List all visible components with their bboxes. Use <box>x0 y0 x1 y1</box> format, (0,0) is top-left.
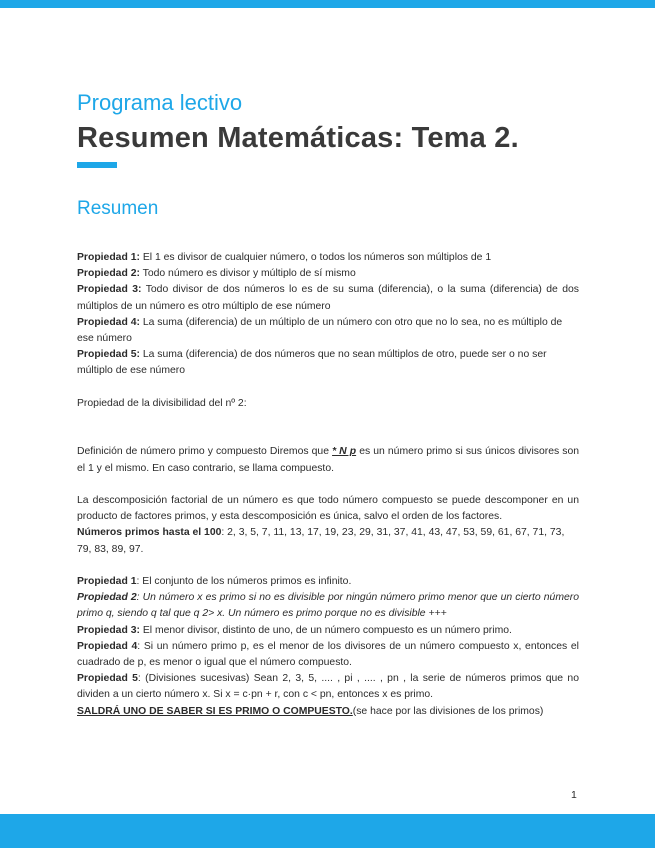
property-text: : El conjunto de los números primos es infinito. <box>136 576 352 587</box>
property-text: Todo número es divisor y múltiplo de sí mismo <box>139 268 356 280</box>
document-kicker: Programa lectivo <box>77 90 243 115</box>
primes-list <box>77 525 579 557</box>
property-3 <box>77 282 579 314</box>
divisibility-line: Propiedad de la divisibilidad del nº 2: <box>77 397 247 409</box>
property-text: Todo divisor de dos números lo es de su suma (diferencia), o la suma (diferencia) de dos múltiplos de un número es otro múltiplo de ese número <box>77 284 579 312</box>
property-5 <box>77 347 579 379</box>
property-label: Propiedad 1: <box>77 252 140 263</box>
property-4 <box>77 315 579 347</box>
property-label: Propiedad 3: <box>77 624 140 636</box>
property-label: Propiedad 3: <box>77 284 142 296</box>
property-text: : Un número x es primo si no es divisible por ningún número primo menor que un cierto número primo q, siendo q tal que q 2> x. Un número es primo porque no es divisible +++ <box>77 592 579 620</box>
prime-def-pre: Definición de número primo y compuesto Diremos que <box>77 446 333 458</box>
final-note <box>77 704 579 720</box>
prime-property-5 <box>77 671 579 703</box>
property-text: La suma (diferencia) de dos números que no sean múltiplos de otro, puede ser o no ser múltiplo de ese número <box>77 349 547 377</box>
prime-property-1 <box>77 574 579 590</box>
property-text: La suma (diferencia) de un múltiplo de un número con otro que no lo sea, no es múltiplo de ese número <box>77 316 563 345</box>
property-label: Propiedad 4: <box>77 316 140 328</box>
property-text: El menor divisor, distinto de uno, de un número compuesto es un número primo. <box>139 624 512 636</box>
prime-def-post: es un número primo si sus únicos divisores son el 1 y el mismo. En caso contrario, se llama compuesto. <box>77 446 580 474</box>
top-accent-bar <box>0 0 655 8</box>
title-underline-bar <box>77 162 117 168</box>
primes-label: Números primos hasta el 100 <box>77 527 222 539</box>
prime-property-4 <box>77 639 579 671</box>
prime-property-2 <box>77 590 579 622</box>
document-body <box>77 250 579 720</box>
property-text: : Si un número primo p, es el menor de los divisores de un número compuesto x, entonces el cuadrado de p, es menor o igual que el número compuesto. <box>77 640 579 669</box>
bottom-accent-bar <box>0 814 655 848</box>
property-text: : (Divisiones sucesivas) Sean 2, 3, 5, .... , pi , .... , pn , la serie de números primos que no dividen a un cierto número x. Si x = c·pn + r, con c < pn, entonces x es primo. <box>77 673 579 701</box>
property-label: Propiedad 2: <box>77 268 140 280</box>
document-title: Resumen Matemáticas: Tema 2. <box>77 122 519 154</box>
section-heading: Resumen <box>77 198 159 219</box>
property-label: Propiedad 4 <box>77 640 138 652</box>
property-label: Propiedad 5 <box>77 673 138 685</box>
prime-definition <box>77 444 579 476</box>
page-number: 1 <box>571 789 577 801</box>
final-note-text: (se hace por las divisiones de los primos) <box>352 705 544 717</box>
factorization-paragraph: La descomposición factorial de un número es que todo número compuesto se puede descomponer en un producto de factores primos, y esta descomposición es única, salvo el orden de los factores. <box>77 495 579 523</box>
final-note-label: SALDRÁ UNO DE SABER SI ES PRIMO O COMPUESTO. <box>77 705 353 717</box>
property-2 <box>77 266 579 282</box>
prime-def-emphasis: * N p <box>332 446 357 458</box>
primes-values: : 2, 3, 5, 7, 11, 13, 17, 19, 23, 29, 31, 37, 41, 43, 47, 53, 59, 61, 67, 71, 73, 79, 83, 89, 97. <box>77 527 565 555</box>
property-label: Propiedad 5: <box>77 349 140 361</box>
property-label: Propiedad 2 <box>77 592 137 604</box>
prime-property-3 <box>77 623 579 639</box>
property-1 <box>77 250 579 266</box>
property-label: Propiedad 1 <box>77 576 137 587</box>
property-text: El 1 es divisor de cualquier número, o todos los números son múltiplos de 1 <box>139 252 492 263</box>
